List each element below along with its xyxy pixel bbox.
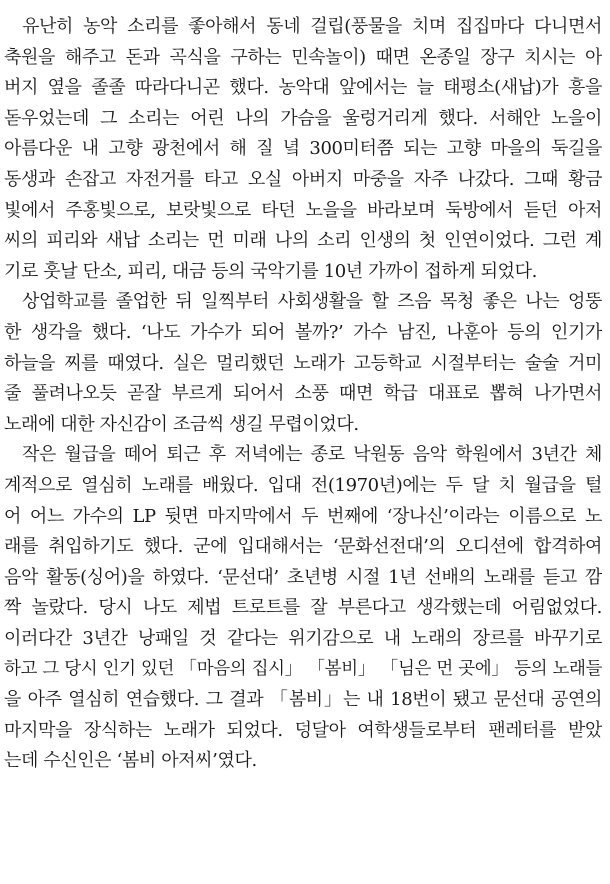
- text-line: 하늘을 찌를 때였다. 실은 멀리했던 노래가 고등학교 시절부터는 술술 거미: [4, 352, 602, 374]
- text-line: 빛에서 주홍빛으로, 보랏빛으로 타던 노을을 바라보며 둑방에서 듣던 아저: [4, 199, 602, 221]
- text-line: 상업학교를 졸업한 뒤 일찍부터 사회생활을 할 즈음 목청 좋은 나는 엉뚱: [22, 291, 602, 313]
- text-line: 씨의 피리와 새납 소리는 먼 미래 나의 소리 인생의 첫 인연이었다. 그런 계: [4, 230, 602, 252]
- text-line: 버지 옆을 졸졸 따라다니곤 했다. 농악대 앞에서는 늘 태평소(새납)가 흥을: [4, 77, 602, 99]
- text-line: 어 어느 가수의 LP 뒷면 마지막에서 두 번째에 ‘장나신’이라는 이름으로 노: [4, 505, 602, 527]
- text-line: 노래에 대한 자신감이 조금씩 생길 무렵이었다.: [4, 413, 359, 435]
- text-line: 을 아주 열심히 연습했다. 그 결과 「봄비」는 내 18번이 됐고 문선대 공연의: [4, 689, 602, 711]
- text-line: 이러다간 3년간 낭패일 것 같다는 위기감으로 내 노래의 장르를 바꾸기로: [4, 627, 602, 649]
- text-line: 래를 취입하기도 했다. 군에 입대해서는 ‘문화선전대’의 오디션에 합격하여: [4, 536, 602, 558]
- text-line: 기로 훗날 단소, 피리, 대금 등의 국악기를 10년 가까이 접하게 되었다.: [4, 260, 537, 282]
- paragraph-3: [4, 440, 602, 777]
- text-line: 축원을 해주고 돈과 곡식을 구하는 민속놀이) 때면 온종일 장구 치시는 아: [4, 46, 602, 68]
- text-line: 계적으로 열심히 노래를 배웠다. 입대 전(1970년)에는 두 달 치 월급을 털: [4, 474, 602, 496]
- text-line: 음악 활동(싱어)을 하였다. ‘문선대’ 초년병 시절 1년 선배의 노래를 듣고 깜: [4, 566, 602, 588]
- paragraph-1: [4, 12, 602, 287]
- text-line: 짝 놀랐다. 당시 나도 제법 트로트를 잘 부른다고 생각했는데 어림없었다.: [4, 597, 602, 619]
- text-line: 유난히 농악 소리를 좋아해서 동네 걸립(풍물을 치며 집집마다 다니면서: [22, 16, 602, 37]
- text-line: 한 생각을 했다. ‘나도 가수가 되어 볼까?’ 가수 남진, 나훈아 등의 인기가: [4, 321, 602, 343]
- text-line: 줄 풀려나오듯 곧잘 부르게 되어서 소풍 때면 학급 대표로 뽑혀 나가면서: [4, 383, 602, 405]
- text-line: 는데 수신인은 ‘봄비 아저씨’였다.: [4, 750, 257, 772]
- body-text: [4, 12, 602, 777]
- text-line: 돋우었는데 그 소리는 어린 나의 가슴을 울렁거리게 했다. 서해안 노을이: [4, 107, 602, 129]
- text-line: 동생과 손잡고 자전거를 타고 오실 아버지 마중을 자주 나갔다. 그때 황금: [4, 168, 602, 190]
- text-line: 하고 그 당시 인기 있던 「마음의 집시」 「봄비」 「님은 먼 곳에」 등의 노래들: [4, 659, 602, 680]
- text-line: 작은 월급을 떼어 퇴근 후 저녁에는 종로 낙원동 음악 학원에서 3년간 체: [22, 444, 602, 466]
- text-line: 아름다운 내 고향 광천에서 해 질 녘 300미터쯤 되는 고향 마을의 둑길을: [4, 138, 602, 160]
- paragraph-2: [4, 287, 602, 440]
- text-line: 마지막을 장식하는 노래가 되었다. 덩달아 여학생들로부터 팬레터를 받았: [4, 719, 602, 741]
